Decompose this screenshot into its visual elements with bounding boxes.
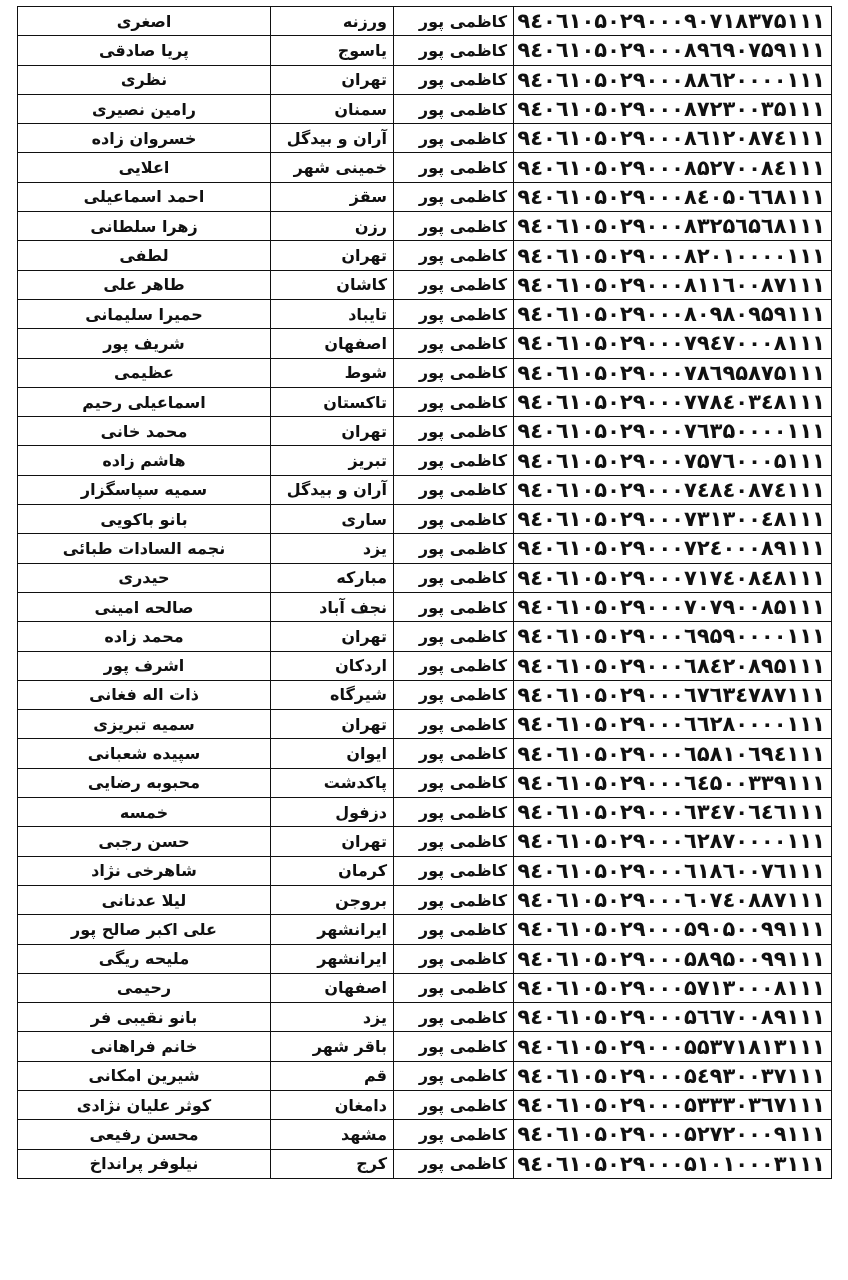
city-cell: مشهد: [271, 1120, 394, 1149]
code-cell: ۹٤۰٦۱۰۵۰۲۹۰۰۰۸٦۱۲۰۸۷٤۱۱۱: [514, 124, 832, 153]
city-cell: اصفهان: [271, 329, 394, 358]
name-cell: نجمه السادات طبائی: [18, 534, 271, 563]
name-cell: خانم فراهانی: [18, 1032, 271, 1061]
city-cell: ورزنه: [271, 7, 394, 36]
lastname-cell: کاظمی پور: [394, 1003, 514, 1032]
table-row: [18, 7, 832, 36]
code-cell: ۹٤۰٦۱۰۵۰۲۹۰۰۰٦۷٦۳٤۷۸۷۱۱۱: [514, 680, 832, 709]
lastname-cell: کاظمی پور: [394, 475, 514, 504]
table-row: [18, 651, 832, 680]
code-cell: ۹٤۰٦۱۰۵۰۲۹۰۰۰۵٤۹۳۰۰۳۷۱۱۱: [514, 1061, 832, 1090]
city-cell: تایباد: [271, 299, 394, 328]
lastname-cell: کاظمی پور: [394, 1090, 514, 1119]
table-row: [18, 622, 832, 651]
table-row: [18, 417, 832, 446]
city-cell: تهران: [271, 241, 394, 270]
lastname-cell: کاظمی پور: [394, 65, 514, 94]
code-cell: ۹٤۰٦۱۰۵۰۲۹۰۰۰۵٦٦۷۰۰۸۹۱۱۱: [514, 1003, 832, 1032]
lastname-cell: کاظمی پور: [394, 680, 514, 709]
table-row: [18, 182, 832, 211]
code-cell: ۹٤۰٦۱۰۵۰۲۹۰۰۰۷۷۸٤۰۳٤۸۱۱۱: [514, 387, 832, 416]
name-cell: پریا صادقی: [18, 36, 271, 65]
code-cell: ۹٤۰٦۱۰۵۰۲۹۰۰۰٦۵۸۱۰٦۹٤۱۱۱: [514, 739, 832, 768]
lastname-cell: کاظمی پور: [394, 798, 514, 827]
name-cell: نظری: [18, 65, 271, 94]
code-cell: ۹٤۰٦۱۰۵۰۲۹۰۰۰۵۷۱۳۰۰۰۸۱۱۱: [514, 973, 832, 1002]
city-cell: یزد: [271, 534, 394, 563]
city-cell: شیرگاه: [271, 680, 394, 709]
table-row: [18, 1003, 832, 1032]
records-table: [17, 6, 832, 1179]
lastname-cell: کاظمی پور: [394, 739, 514, 768]
code-cell: ۹٤۰٦۱۰۵۰۲۹۰۰۰٦۱۸٦۰۰۷٦۱۱۱: [514, 856, 832, 885]
lastname-cell: کاظمی پور: [394, 944, 514, 973]
name-cell: سمیه سپاسگزار: [18, 475, 271, 504]
city-cell: اصفهان: [271, 973, 394, 1002]
table-row: [18, 973, 832, 1002]
city-cell: کاشان: [271, 270, 394, 299]
code-cell: ۹٤۰٦۱۰۵۰۲۹۰۰۰۸۷۲۳۰۰۳۵۱۱۱: [514, 94, 832, 123]
code-cell: ۹٤۰٦۱۰۵۰۲۹۰۰۰۸۹٦۹۰۷۵۹۱۱۱: [514, 36, 832, 65]
table-row: [18, 827, 832, 856]
lastname-cell: کاظمی پور: [394, 329, 514, 358]
code-cell: ۹٤۰٦۱۰۵۰۲۹۰۰۰۹۰۷۱۸۳۷۵۱۱۱: [514, 7, 832, 36]
city-cell: ایرانشهر: [271, 915, 394, 944]
code-cell: ۹٤۰٦۱۰۵۰۲۹۰۰۰۷٦۳۵۰۰۰۰۱۱۱: [514, 417, 832, 446]
city-cell: ایرانشهر: [271, 944, 394, 973]
records-table-body: [18, 7, 832, 1179]
city-cell: نجف آباد: [271, 592, 394, 621]
code-cell: ۹٤۰٦۱۰۵۰۲۹۰۰۰۸۲۰۱۰۰۰۰۱۱۱: [514, 241, 832, 270]
lastname-cell: کاظمی پور: [394, 417, 514, 446]
city-cell: تهران: [271, 827, 394, 856]
name-cell: بانو باکویی: [18, 505, 271, 534]
name-cell: حمیرا سلیمانی: [18, 299, 271, 328]
city-cell: کرمان: [271, 856, 394, 885]
name-cell: اصغری: [18, 7, 271, 36]
city-cell: دامغان: [271, 1090, 394, 1119]
table-row: [18, 299, 832, 328]
code-cell: ۹٤۰٦۱۰۵۰۲۹۰۰۰۸۱۱٦۰۰۸۷۱۱۱: [514, 270, 832, 299]
lastname-cell: کاظمی پور: [394, 651, 514, 680]
code-cell: ۹٤۰٦۱۰۵۰۲۹۰۰۰۸۳۲۵٦۵٦۸۱۱۱: [514, 212, 832, 241]
name-cell: محسن رفیعی: [18, 1120, 271, 1149]
lastname-cell: کاظمی پور: [394, 827, 514, 856]
lastname-cell: کاظمی پور: [394, 1149, 514, 1178]
code-cell: ۹٤۰٦۱۰۵۰۲۹۰۰۰٦۸٤۲۰۸۹۵۱۱۱: [514, 651, 832, 680]
code-cell: ۹٤۰٦۱۰۵۰۲۹۰۰۰۷۹٤۷۰۰۰۸۱۱۱: [514, 329, 832, 358]
table-row: [18, 768, 832, 797]
name-cell: خمسه: [18, 798, 271, 827]
city-cell: تاکستان: [271, 387, 394, 416]
name-cell: اعلایی: [18, 153, 271, 182]
table-row: [18, 153, 832, 182]
name-cell: حسن رجبی: [18, 827, 271, 856]
name-cell: زهرا سلطانی: [18, 212, 271, 241]
table-row: [18, 329, 832, 358]
table-row: [18, 798, 832, 827]
code-cell: ۹٤۰٦۱۰۵۰۲۹۰۰۰۷۱۷٤۰۸٤۸۱۱۱: [514, 563, 832, 592]
table-row: [18, 36, 832, 65]
code-cell: ۹٤۰٦۱۰۵۰۲۹۰۰۰۵۹۰۵۰۰۹۹۱۱۱: [514, 915, 832, 944]
table-row: [18, 212, 832, 241]
name-cell: لیلا عدنانی: [18, 885, 271, 914]
city-cell: آران و بیدگل: [271, 124, 394, 153]
name-cell: علی اکبر صالح پور: [18, 915, 271, 944]
name-cell: صالحه امینی: [18, 592, 271, 621]
city-cell: تهران: [271, 65, 394, 94]
city-cell: تهران: [271, 417, 394, 446]
name-cell: محمد زاده: [18, 622, 271, 651]
city-cell: بروجن: [271, 885, 394, 914]
table-row: [18, 534, 832, 563]
lastname-cell: کاظمی پور: [394, 592, 514, 621]
table-row: [18, 885, 832, 914]
lastname-cell: کاظمی پور: [394, 182, 514, 211]
lastname-cell: کاظمی پور: [394, 446, 514, 475]
name-cell: سمیه تبریزی: [18, 710, 271, 739]
name-cell: ذات اله فغانی: [18, 680, 271, 709]
name-cell: حیدری: [18, 563, 271, 592]
city-cell: آران و بیدگل: [271, 475, 394, 504]
city-cell: تهران: [271, 710, 394, 739]
city-cell: تبریز: [271, 446, 394, 475]
city-cell: مبارکه: [271, 563, 394, 592]
city-cell: باقر شهر: [271, 1032, 394, 1061]
table-row: [18, 710, 832, 739]
table-row: [18, 65, 832, 94]
code-cell: ۹٤۰٦۱۰۵۰۲۹۰۰۰۷۲٤۰۰۰۸۹۱۱۱: [514, 534, 832, 563]
code-cell: ۹٤۰٦۱۰۵۰۲۹۰۰۰٦۳٤۷۰٦٤٦۱۱۱: [514, 798, 832, 827]
lastname-cell: کاظمی پور: [394, 7, 514, 36]
name-cell: شریف پور: [18, 329, 271, 358]
name-cell: بانو نقیبی فر: [18, 1003, 271, 1032]
code-cell: ۹٤۰٦۱۰۵۰۲۹۰۰۰۷٤۸٤۰۸۷٤۱۱۱: [514, 475, 832, 504]
table-row: [18, 856, 832, 885]
lastname-cell: کاظمی پور: [394, 856, 514, 885]
code-cell: ۹٤۰٦۱۰۵۰۲۹۰۰۰۵۳۳۳۰۳٦۷۱۱۱: [514, 1090, 832, 1119]
name-cell: نیلوفر پرانداخ: [18, 1149, 271, 1178]
lastname-cell: کاظمی پور: [394, 36, 514, 65]
lastname-cell: کاظمی پور: [394, 622, 514, 651]
table-row: [18, 1120, 832, 1149]
code-cell: ۹٤۰٦۱۰۵۰۲۹۰۰۰۷۳۱۳۰۰٤۸۱۱۱: [514, 505, 832, 534]
name-cell: ملیحه ریگی: [18, 944, 271, 973]
name-cell: شیرین امکانی: [18, 1061, 271, 1090]
name-cell: رامین نصیری: [18, 94, 271, 123]
code-cell: ۹٤۰٦۱۰۵۰۲۹۰۰۰۵۱۰۱۰۰۰۳۱۱۱: [514, 1149, 832, 1178]
code-cell: ۹٤۰٦۱۰۵۰۲۹۰۰۰۸۵۲۷۰۰۸٤۱۱۱: [514, 153, 832, 182]
name-cell: محبوبه رضایی: [18, 768, 271, 797]
city-cell: یزد: [271, 1003, 394, 1032]
table-row: [18, 915, 832, 944]
lastname-cell: کاظمی پور: [394, 563, 514, 592]
code-cell: ۹٤۰٦۱۰۵۰۲۹۰۰۰٦۰۷٤۰۸۸۷۱۱۱: [514, 885, 832, 914]
name-cell: کوثر علیان نژادی: [18, 1090, 271, 1119]
table-row: [18, 944, 832, 973]
lastname-cell: کاظمی پور: [394, 153, 514, 182]
city-cell: خمینی شهر: [271, 153, 394, 182]
table-row: [18, 1149, 832, 1178]
lastname-cell: کاظمی پور: [394, 299, 514, 328]
code-cell: ۹٤۰٦۱۰۵۰۲۹۰۰۰٦٦۲۸۰۰۰۰۱۱۱: [514, 710, 832, 739]
code-cell: ۹٤۰٦۱۰۵۰۲۹۰۰۰۵۲۷۲۰۰۰۹۱۱۱: [514, 1120, 832, 1149]
table-row: [18, 241, 832, 270]
lastname-cell: کاظمی پور: [394, 505, 514, 534]
table-row: [18, 475, 832, 504]
lastname-cell: کاظمی پور: [394, 241, 514, 270]
name-cell: محمد خانی: [18, 417, 271, 446]
city-cell: یاسوج: [271, 36, 394, 65]
name-cell: احمد اسماعیلی: [18, 182, 271, 211]
lastname-cell: کاظمی پور: [394, 915, 514, 944]
table-row: [18, 592, 832, 621]
lastname-cell: کاظمی پور: [394, 885, 514, 914]
lastname-cell: کاظمی پور: [394, 973, 514, 1002]
city-cell: شوط: [271, 358, 394, 387]
city-cell: سقز: [271, 182, 394, 211]
city-cell: رزن: [271, 212, 394, 241]
name-cell: خسروان زاده: [18, 124, 271, 153]
lastname-cell: کاظمی پور: [394, 534, 514, 563]
name-cell: اشرف پور: [18, 651, 271, 680]
lastname-cell: کاظمی پور: [394, 358, 514, 387]
name-cell: عظیمی: [18, 358, 271, 387]
table-row: [18, 358, 832, 387]
lastname-cell: کاظمی پور: [394, 768, 514, 797]
table-row: [18, 505, 832, 534]
code-cell: ۹٤۰٦۱۰۵۰۲۹۰۰۰۵۸۹۵۰۰۹۹۱۱۱: [514, 944, 832, 973]
lastname-cell: کاظمی پور: [394, 710, 514, 739]
code-cell: ۹٤۰٦۱۰۵۰۲۹۰۰۰۷۵۷٦۰۰۰۵۱۱۱: [514, 446, 832, 475]
lastname-cell: کاظمی پور: [394, 1120, 514, 1149]
name-cell: شاهرخی نژاد: [18, 856, 271, 885]
code-cell: ۹٤۰٦۱۰۵۰۲۹۰۰۰٦۹۵۹۰۰۰۰۱۱۱: [514, 622, 832, 651]
city-cell: ایوان: [271, 739, 394, 768]
city-cell: دزفول: [271, 798, 394, 827]
name-cell: لطفی: [18, 241, 271, 270]
code-cell: ۹٤۰٦۱۰۵۰۲۹۰۰۰۸٤۰۵۰٦٦۸۱۱۱: [514, 182, 832, 211]
city-cell: پاکدشت: [271, 768, 394, 797]
lastname-cell: کاظمی پور: [394, 1061, 514, 1090]
table-row: [18, 446, 832, 475]
code-cell: ۹٤۰٦۱۰۵۰۲۹۰۰۰٦٤۵۰۰۳۳۹۱۱۱: [514, 768, 832, 797]
city-cell: اردکان: [271, 651, 394, 680]
code-cell: ۹٤۰٦۱۰۵۰۲۹۰۰۰۷۸٦۹۵۸۷۵۱۱۱: [514, 358, 832, 387]
city-cell: قم: [271, 1061, 394, 1090]
code-cell: ۹٤۰٦۱۰۵۰۲۹۰۰۰٦۲۸۷۰۰۰۰۱۱۱: [514, 827, 832, 856]
table-row: [18, 387, 832, 416]
table-row: [18, 680, 832, 709]
name-cell: رحیمی: [18, 973, 271, 1002]
lastname-cell: کاظمی پور: [394, 1032, 514, 1061]
lastname-cell: کاظمی پور: [394, 212, 514, 241]
name-cell: هاشم زاده: [18, 446, 271, 475]
table-row: [18, 94, 832, 123]
table-row: [18, 270, 832, 299]
table-row: [18, 1061, 832, 1090]
table-row: [18, 563, 832, 592]
code-cell: ۹٤۰٦۱۰۵۰۲۹۰۰۰۸۸٦۲۰۰۰۰۱۱۱: [514, 65, 832, 94]
lastname-cell: کاظمی پور: [394, 124, 514, 153]
code-cell: ۹٤۰٦۱۰۵۰۲۹۰۰۰۷۰۷۹۰۰۸۵۱۱۱: [514, 592, 832, 621]
city-cell: سمنان: [271, 94, 394, 123]
city-cell: ساری: [271, 505, 394, 534]
city-cell: کرج: [271, 1149, 394, 1178]
code-cell: ۹٤۰٦۱۰۵۰۲۹۰۰۰۸۰۹۸۰۹۵۹۱۱۱: [514, 299, 832, 328]
lastname-cell: کاظمی پور: [394, 270, 514, 299]
name-cell: سپیده شعبانی: [18, 739, 271, 768]
table-row: [18, 739, 832, 768]
name-cell: طاهر علی: [18, 270, 271, 299]
lastname-cell: کاظمی پور: [394, 94, 514, 123]
name-cell: اسماعیلی رحیم: [18, 387, 271, 416]
table-row: [18, 124, 832, 153]
table-row: [18, 1032, 832, 1061]
city-cell: تهران: [271, 622, 394, 651]
code-cell: ۹٤۰٦۱۰۵۰۲۹۰۰۰۵۵۳۷۱۸۱۳۱۱۱: [514, 1032, 832, 1061]
lastname-cell: کاظمی پور: [394, 387, 514, 416]
table-row: [18, 1090, 832, 1119]
